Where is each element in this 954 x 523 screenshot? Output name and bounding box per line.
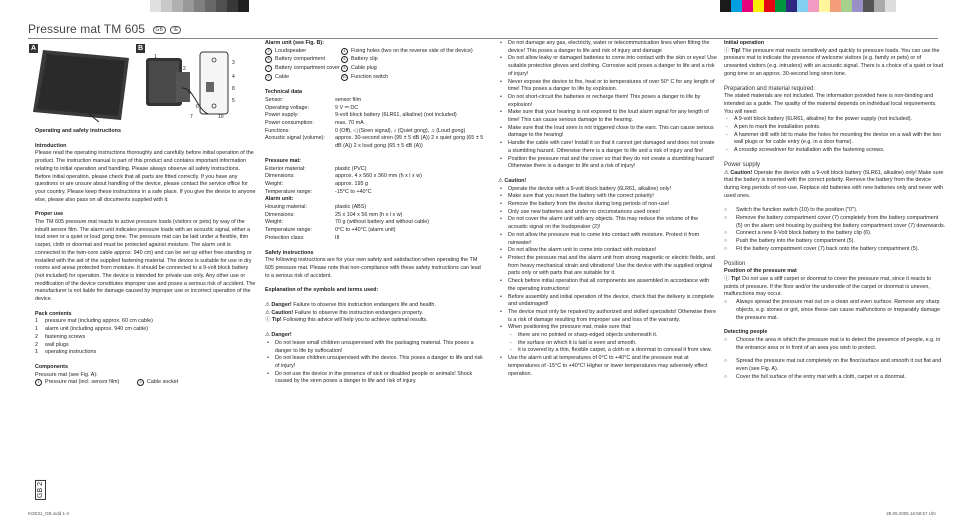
list-item: • Never expose the device to fire, heat or to temperatures of over 50° C for any length of time! This poses a danger to life by explosion. — [498, 79, 718, 94]
introduction-heading: Introduction — [35, 142, 67, 149]
list-item: ○ Switch the function switch (10) to the position ("0"). — [724, 207, 946, 215]
components-heading: Components — [35, 363, 68, 370]
list-item: ○ Remove the battery compartment cover (7) completely from the battery compartment (5) on the alarm unit housing by pushing the battery compartment cover (7) downwards. — [724, 215, 946, 230]
figure-b-label: B — [137, 45, 144, 52]
position-heading: Position — [724, 260, 746, 267]
figure-b — [136, 44, 253, 124]
safety-heading: Safety instructions — [265, 249, 314, 256]
number-badge: 3 — [137, 379, 144, 386]
column-1 — [35, 128, 257, 388]
svg-text:2: 2 — [183, 66, 186, 72]
operating-instructions-heading: Operating and safety instructions — [35, 128, 121, 134]
preparation-text: The stated materials are not included. The information provided here is non-binding and intended as a guide. The quality of the material depends on individual local requirements. You will need: — [724, 93, 937, 115]
list-item: • Do not allow the pressure mat to come into contact with moisture. Protect it from rainwater! — [498, 232, 718, 247]
pressure-mat-illustration — [29, 44, 132, 124]
color-bar-left — [150, 0, 249, 12]
footer-file-info: KOE31_GB.indd 1-4 — [28, 511, 70, 516]
list-item: - A pen to mark the installation points. — [724, 124, 946, 132]
footer-timestamp: 29.09.2005 16:58:57 Uhr — [886, 511, 936, 516]
list-item: • Do not allow the alarm unit to come into contact with moisture! — [498, 247, 718, 255]
list-item: 7 Battery compartment cover 8 Cable plug — [265, 65, 485, 74]
color-bar-right — [720, 0, 896, 12]
list-item: 2 fastening screws — [35, 333, 86, 340]
list-item: • The device must only be repaired by authorized and skilled specialists! Otherwise there is a risk of damage resulting from improper use and loss of the warranty. — [498, 309, 718, 324]
list-item: ○ Push the battery into the battery compartment (5). — [724, 238, 946, 246]
tip-icon: ⓘ — [724, 275, 731, 282]
column-2 — [265, 40, 485, 386]
proper-use-heading: Proper use — [35, 211, 64, 218]
danger-heading: ⚠ Danger! — [265, 332, 292, 339]
page-title — [28, 22, 181, 36]
power-steps-list — [724, 207, 946, 253]
list-item: • Protect the pressure mat and the alarm unit from strong magnetic or electric fields, and from heavy mechanical strain and vibrations! Use the device with the supplied original parts only or with parts that are suitable for it. — [498, 255, 718, 278]
table-row: Dimensions: 25 x 104 x 56 mm (h x l x w) — [265, 211, 403, 218]
detecting-people-heading: Detecting people — [724, 329, 768, 336]
column-3 — [498, 40, 718, 378]
list-item: • Do not use the device in the presence of sick or disabled people or animals! Shock caused by the siren poses a danger to life and risk of injury. — [265, 371, 485, 386]
list-item: 1 alarm unit (including approx. 940 cm cable) — [35, 326, 149, 333]
number-badge: 1 — [35, 379, 42, 386]
list-item: ○ Fit the battery compartment cover (7) back onto the battery compartment (5). — [724, 246, 946, 254]
preparation-heading: Preparation and material required: — [724, 85, 816, 92]
list-item: • Make sure that the loud siren is not triggered close to the ears. This can cause serious damage to the hearing! — [498, 125, 718, 140]
table-row: Power supply: 9-volt block battery (6LR61, alkaline) (not included) — [265, 112, 457, 119]
list-item: • Check before initial operation that all components are assembled in accordance with the operating instructions! — [498, 278, 718, 293]
symbol-caution: ⚠ Caution! Failure to observe this instruction endangers property. — [265, 309, 424, 316]
list-item: • Make sure that your hearing is not exposed to the loud alarm signal for any length of time! This can cause serious damage to the hearing. — [498, 109, 718, 124]
introduction-text: Please read the operating instructions thoroughly and carefully before initial operation of the product. The instruction manual is part of this product and contains important information relating to initial operation and handling. Please always observe all safety instructions. Before initial operation, please check that all parts are fitted correctly. If you have any questions or are unsure about handling of the device, please contact the service office for your country. Please keep these instructions in a safe place. If you give the device to anyone else, please also pass on all documents supplied with it. — [35, 150, 256, 203]
column-4 — [724, 40, 946, 381]
list-item: • Do not damage any gas, electricity, water or telecommunication lines when fitting the device! This poses a danger to life and risk of injury and damage — [498, 40, 718, 55]
list-item: - A 9-volt block battery (6LR61, alkaline) for the power supply (not included). — [724, 116, 946, 124]
tip-paragraph-2: ⓘ Tip! Do not use a stiff carpet or doormat to cover the pressure mat, since it reacts to points of pressure. If the floor and/or the underside of the carpet or doormat is uneven, malfunctions may occur. — [724, 275, 932, 298]
list-item: • Make sure that you insert the battery with the correct polarity! — [498, 193, 718, 201]
tip-paragraph: ⓘ Tip! The pressure mat reacts sensitively and quickly to pressure loads. You can use the pressure mat to indicate the presence of welcome visitors (e.g. family or pets) or of unwanted visitors (e.g. intruders) with an acoustic signal. There is a choice of a quiet or loud gong tone or an approx. 30-second long siren tone. — [724, 47, 944, 77]
initial-operation-heading: Initial operation — [724, 40, 765, 46]
list-item: • Do not short-circuit the batteries or recharge them! This poses a danger to life by explosion! — [498, 94, 718, 109]
list-item: • Only use new batteries and under no circumstances used ones! — [498, 209, 718, 217]
tip-icon: ⓘ — [724, 47, 731, 54]
title-text: Pressure mat TM 605 — [28, 22, 146, 36]
symbol-danger: ⚠ Danger! Failure to observe this instruction endangers life and health. — [265, 302, 436, 309]
warning-icon: ⚠ — [265, 309, 272, 316]
components-subheading: Pressure mat (see Fig. A): — [35, 371, 98, 378]
list-item: 1 Pressure mat (incl. sensor film) 3 Cable socket — [35, 379, 257, 388]
detect-steps-list — [724, 337, 946, 382]
list-item: 2 Loudspeaker 4 Fixing holes (two on the reverse side of the device) — [265, 48, 485, 57]
alarm-unit-illustration — [136, 44, 253, 124]
list-item: • Handle the cable with care! Install it so that it cannot get damaged and does not create a stumbling hazard. Otherwise there is a danger to life and a risk of injury and fire! — [498, 140, 718, 155]
safety-text: The following instructions are for your own safety and satisfaction when operating the TM 605 pressure mat. Please note that non-compliance with these safety instructions can lead to a serious risk of accident. — [265, 257, 481, 279]
table-row: Functions: 0 (Off), ◁ (Siren signal), ♪ (Quiet gong), ♫ (Loud gong) — [265, 127, 466, 134]
table-row: Acoustic signal (volume): approx. 30-second siren (95 ± 5 dB (A)) 2 x quiet gong (65 ± 5 dB (A)) 2 x loud gong (65 ± 5 dB (A)) — [265, 135, 484, 150]
pressure-mat-heading: Pressure mat: — [265, 157, 301, 164]
svg-text:9: 9 — [188, 90, 191, 96]
positioning-list — [498, 332, 718, 355]
list-item: • When positioning the pressure mat, make sure that: — [498, 324, 718, 332]
materials-list — [724, 116, 946, 155]
list-item: ○ Connect a new 9-Volt block battery to the battery clip (6). — [724, 230, 946, 238]
symbols-heading: Explanation of the symbols and terms used: — [265, 287, 379, 294]
caution-paragraph: ⚠ Caution! Operate the device with a 9-volt block battery (6LR61, alkaline) only! Make sure that the battery is inserted with the correct polarity. Remove the battery from the device during long periods of non-use. Replace old batteries with new batteries only and never with used ones. — [724, 169, 944, 199]
list-item: - A crosstip screwdriver for installation with the fastening screws. — [724, 147, 946, 155]
list-item: • Use the alarm unit at temperatures of 0°C to +40°C and the pressure mat at temperatures of -15°C to +40°C! Higher or lower temperatures may adversely effect operation. — [498, 355, 718, 378]
lang-badge-gb: GB — [153, 26, 166, 34]
svg-text:1: 1 — [154, 54, 157, 60]
temperature-list — [498, 355, 718, 378]
list-item: ○ Always spread the pressure mat out on a clean and even surface. Remove any sharp objects, e.g. stones or grit, since these can cause malfunctions or irreparably damage the pressure mat. — [724, 299, 946, 322]
list-item: • Before assembly and initial operation of the device, check that the delivery is complete and undamaged! — [498, 294, 718, 309]
list-item: • Operate the device with a 9-volt block battery (6LR61, alkaline) only! — [498, 186, 718, 194]
page-number: GB 2 — [37, 482, 44, 498]
svg-text:6: 6 — [196, 104, 199, 110]
list-item: 9 Cable 10 Function switch — [265, 74, 485, 83]
warning-icon: ⚠ — [265, 332, 272, 339]
caution-list — [498, 186, 718, 332]
list-item: - it is covered by a thin, flexible carpet, a cloth or a doormat to conceal it from view. — [508, 347, 718, 355]
list-item: ○ Choose the area in which the pressure mat is to detect the presence of people, e.g. in the entrance area or in front of an area you wish to protect. — [724, 337, 946, 352]
svg-text:7: 7 — [190, 114, 193, 120]
list-item: - the surface on which it is laid is even and smooth. — [508, 340, 718, 348]
svg-text:3: 3 — [232, 60, 235, 66]
pack-contents-list — [35, 318, 257, 357]
table-row: Temperature range: 0°C to +40°C (alarm unit) — [265, 227, 396, 234]
list-item: 2 wall plugs — [35, 341, 69, 348]
list-item: 1 pressure mat (including approx. 60 cm cable) — [35, 318, 153, 325]
table-row: Protection class: III — [265, 234, 340, 241]
svg-text:4: 4 — [232, 74, 235, 80]
alarm-unit-list — [265, 48, 485, 83]
warning-icon: ⚠ — [498, 177, 505, 184]
table-row: Temperature range: -15°C to +40°C — [265, 188, 372, 195]
danger-list-continued — [498, 40, 718, 171]
tip-icon: ⓘ — [265, 317, 272, 324]
table-row: Operating voltage: 9 V ⎓ DC — [265, 104, 359, 111]
alarm-unit-heading: Alarm unit (see Fig. B): — [265, 40, 325, 46]
list-item: ○ Spread the pressure mat out completely on the floor/surface and smooth it out flat and even (see Fig. A). — [724, 358, 946, 373]
figure-a — [29, 44, 132, 124]
table-row: Weight: 70 g (without battery and without cable) — [265, 219, 430, 226]
position-steps-list — [724, 299, 946, 322]
list-item: • Remove the battery from the device during long periods of non-use! — [498, 201, 718, 209]
list-item: • Do not allow leaky or damaged batteries to come into contact with the skin or eyes! Use suitable protective gloves and clothing. Corrosive acid poses a danger to life and a risk of injury! — [498, 55, 718, 78]
svg-text:10: 10 — [218, 114, 224, 120]
table-row: Sensor: sensor film — [265, 96, 362, 103]
list-item: • Do not leave small children unsupervised with the packaging material. This poses a danger to life by suffocation! — [265, 340, 485, 355]
danger-list — [265, 340, 485, 386]
position-mat-heading: Position of the pressure mat — [724, 268, 797, 275]
proper-use-text: The TM 605 pressure mat reacts to active pressure loads (visitors or pets) by way of the inbuilt sensor film. The alarm unit indicates pressure loads with an acoustic signal, either a loud siren or a quiet or loud gong tone. The pressure mat can be laid under a flexible, thin carpet, cloth or doormat and must be protected against moisture. The alarm unit is connected to the twin-core cable approx. 940 cm) and can be set up either free-standing or installed with the aid of the supplied fastening material. The device is suitable for use in dry rooms and areas protected from moisture. It should be connected to a 9-volt block battery (not included) for operation. The device is intended for private use only. Any other use or modification of the device constitutes improper use and poses a serious risk of accident. The manufacturer is not liable for damage caused by improper use or incorrect operation of the device. — [35, 219, 256, 303]
svg-text:8: 8 — [232, 86, 235, 92]
technical-data-heading: Technical data — [265, 89, 303, 96]
table-row: Exterior material: plastic (PVC) — [265, 165, 367, 172]
list-item: ○ Cover the full surface of the entry mat with a cloth, carpet or a doormat. — [724, 374, 946, 382]
table-row: Power consumption: max. 70 mA — [265, 120, 364, 127]
warning-icon: ⚠ — [724, 169, 731, 176]
power-supply-heading: Power supply — [724, 161, 761, 168]
table-row: Dimensions: approx. 4 x 560 x 360 mm (h x l x w) — [265, 173, 422, 180]
svg-text:5: 5 — [232, 98, 235, 104]
list-item: • Do not cover the alarm unit with any objects. This may reduce the volume of the acoustic signal on the loudspeaker (2)! — [498, 216, 718, 231]
list-item: 1 operating instructions — [35, 349, 97, 356]
lang-badge-ie: IE — [170, 26, 181, 34]
symbol-tip: ⓘ Tip! Following this advice will help you to achieve optimal results. — [265, 317, 428, 324]
list-item: 5 Battery compartment 6 Battery clip — [265, 56, 485, 65]
list-item: - A hammer drill with bit to make the holes for mounting the device on a wall with the two wall plugs or for cable entry (e.g. in a door frame). — [724, 132, 946, 147]
figure-a-label: A — [30, 45, 37, 52]
warning-icon: ⚠ — [265, 302, 272, 309]
list-item: - there are no pointed or sharp-edged objects underneath it. — [508, 332, 718, 340]
table-row: Housing material: plastic (ABS) — [265, 204, 367, 211]
caution-heading: ⚠ Caution! — [498, 177, 527, 184]
table-row: Weight: approx. 195 g — [265, 180, 368, 187]
header-rule — [28, 38, 938, 39]
alarm-unit-specs-heading: Alarm unit: — [265, 196, 294, 203]
list-item: • Position the pressure mat and the cover so that they do not create a stumbling hazard! Otherwise there is a danger to life and a risk of injury! — [498, 156, 718, 171]
list-item: • Do not leave children unsupervised with the device. This poses a danger to life and risk of injury! — [265, 355, 485, 370]
pack-contents-heading: Pack contents — [35, 310, 72, 317]
